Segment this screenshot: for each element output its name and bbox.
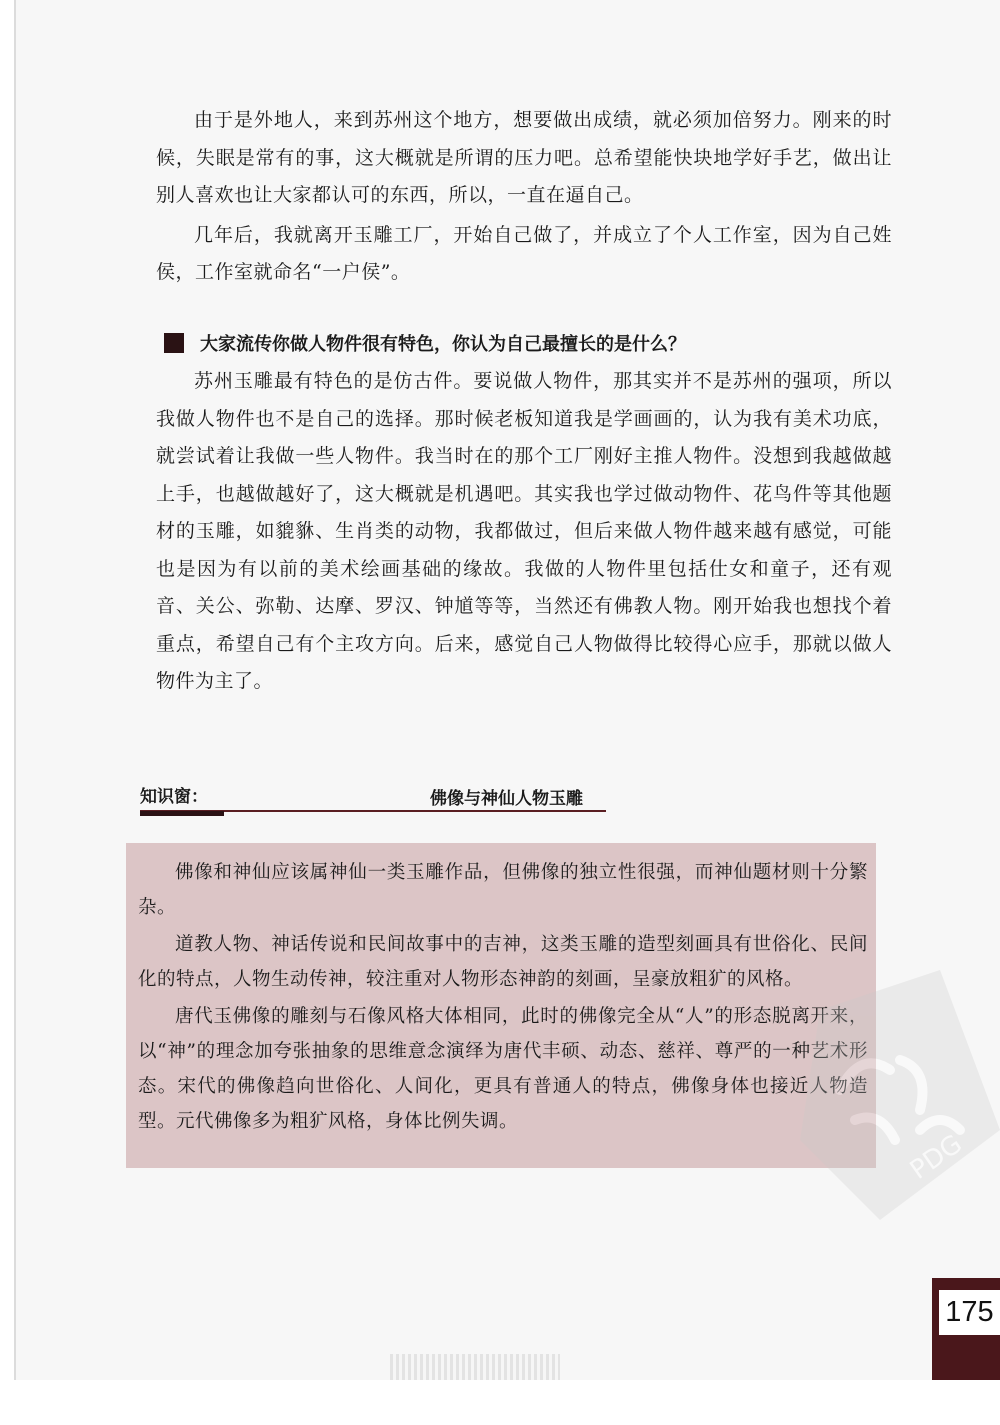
- paragraph: 道教人物、神话传说和民间故事中的吉神，这类玉雕的造型刻画具有世俗化、民间化的特点，人物生动传神，较注重对人物形态神韵的刻画，呈豪放粗犷的风格。: [138, 934, 868, 990]
- knowledge-window-label: 知识窗：: [140, 787, 208, 807]
- page-number: 175: [939, 1290, 1000, 1335]
- interview-question: [164, 331, 904, 359]
- knowledge-window-box: [126, 843, 876, 1168]
- book-page: [14, 0, 1000, 1380]
- knowledge-window-title: 佛像与神仙人物玉雕: [430, 789, 583, 809]
- question-text: 大家流传你做人物件很有特色，你认为自己最擅长的是什么？: [200, 334, 686, 355]
- intro-text: [156, 102, 892, 292]
- answer-text: [156, 363, 892, 701]
- label-underline: [140, 811, 224, 816]
- paragraph: 唐代玉佛像的雕刻与石像风格大体相同，此时的佛像完全从“人”的形态脱离开来，以“神”的理念加夸张抽象的思维意念演绎为唐代丰硕、动态、慈祥、尊严的一种艺术形态。宋代的佛像趋向世俗化、人间化，更具有普通人的特点，佛像身体也接近人物造型。元代佛像多为粗犷风格，身体比例失调。: [138, 1006, 868, 1132]
- knowledge-window-header: [140, 780, 606, 812]
- paragraph: 苏州玉雕最有特色的是仿古件。要说做人物件，那其实并不是苏州的强项，所以我做人物件也不是自己的选择。那时候老板知道我是学画画的，认为我有美术功底，就尝试着让我做一些人物件。我当时在的那个工厂刚好主推人物件。没想到我越做越上手，也越做越好了，这大概就是机遇吧。其实我也学过做动物件、花鸟件等其他题材的玉雕，如貔貅、生肖类的动物，我都做过，但后来做人物件越来越有感觉，可能也是因为有以前的美术绘画基础的缘故。我做的人物件里包括仕女和童子，还有观音、关公、弥勒、达摩、罗汉、钟馗等等，当然还有佛教人物。刚开始我也想找个着重点，希望自己有个主攻方向。后来，感觉自己人物做得比较得心应手，那就以做人物件为主了。: [156, 370, 892, 692]
- knowledge-window-text: [138, 855, 868, 1139]
- square-bullet-icon: [164, 333, 184, 353]
- paragraph: 几年后，我就离开玉雕工厂，开始自己做了，并成立了个人工作室，因为自己姓侯，工作室就命名“一户侯”。: [156, 223, 892, 283]
- watermark-text: PDG: [904, 1129, 968, 1186]
- scan-artifact: [390, 1354, 560, 1380]
- paragraph: 由于是外地人，来到苏州这个地方，想要做出成绩，就必须加倍努力。刚来的时候，失眠是常有的事，这大概就是所谓的压力吧。总希望能快块地学好手艺，做出让别人喜欢也让大家都认可的东西，所以，一直在逼自己。: [156, 109, 892, 206]
- paragraph: 佛像和神仙应该属神仙一类玉雕作品，但佛像的独立性很强，而神仙题材则十分繁杂。: [138, 862, 868, 918]
- page-number-tab: [932, 1278, 1000, 1380]
